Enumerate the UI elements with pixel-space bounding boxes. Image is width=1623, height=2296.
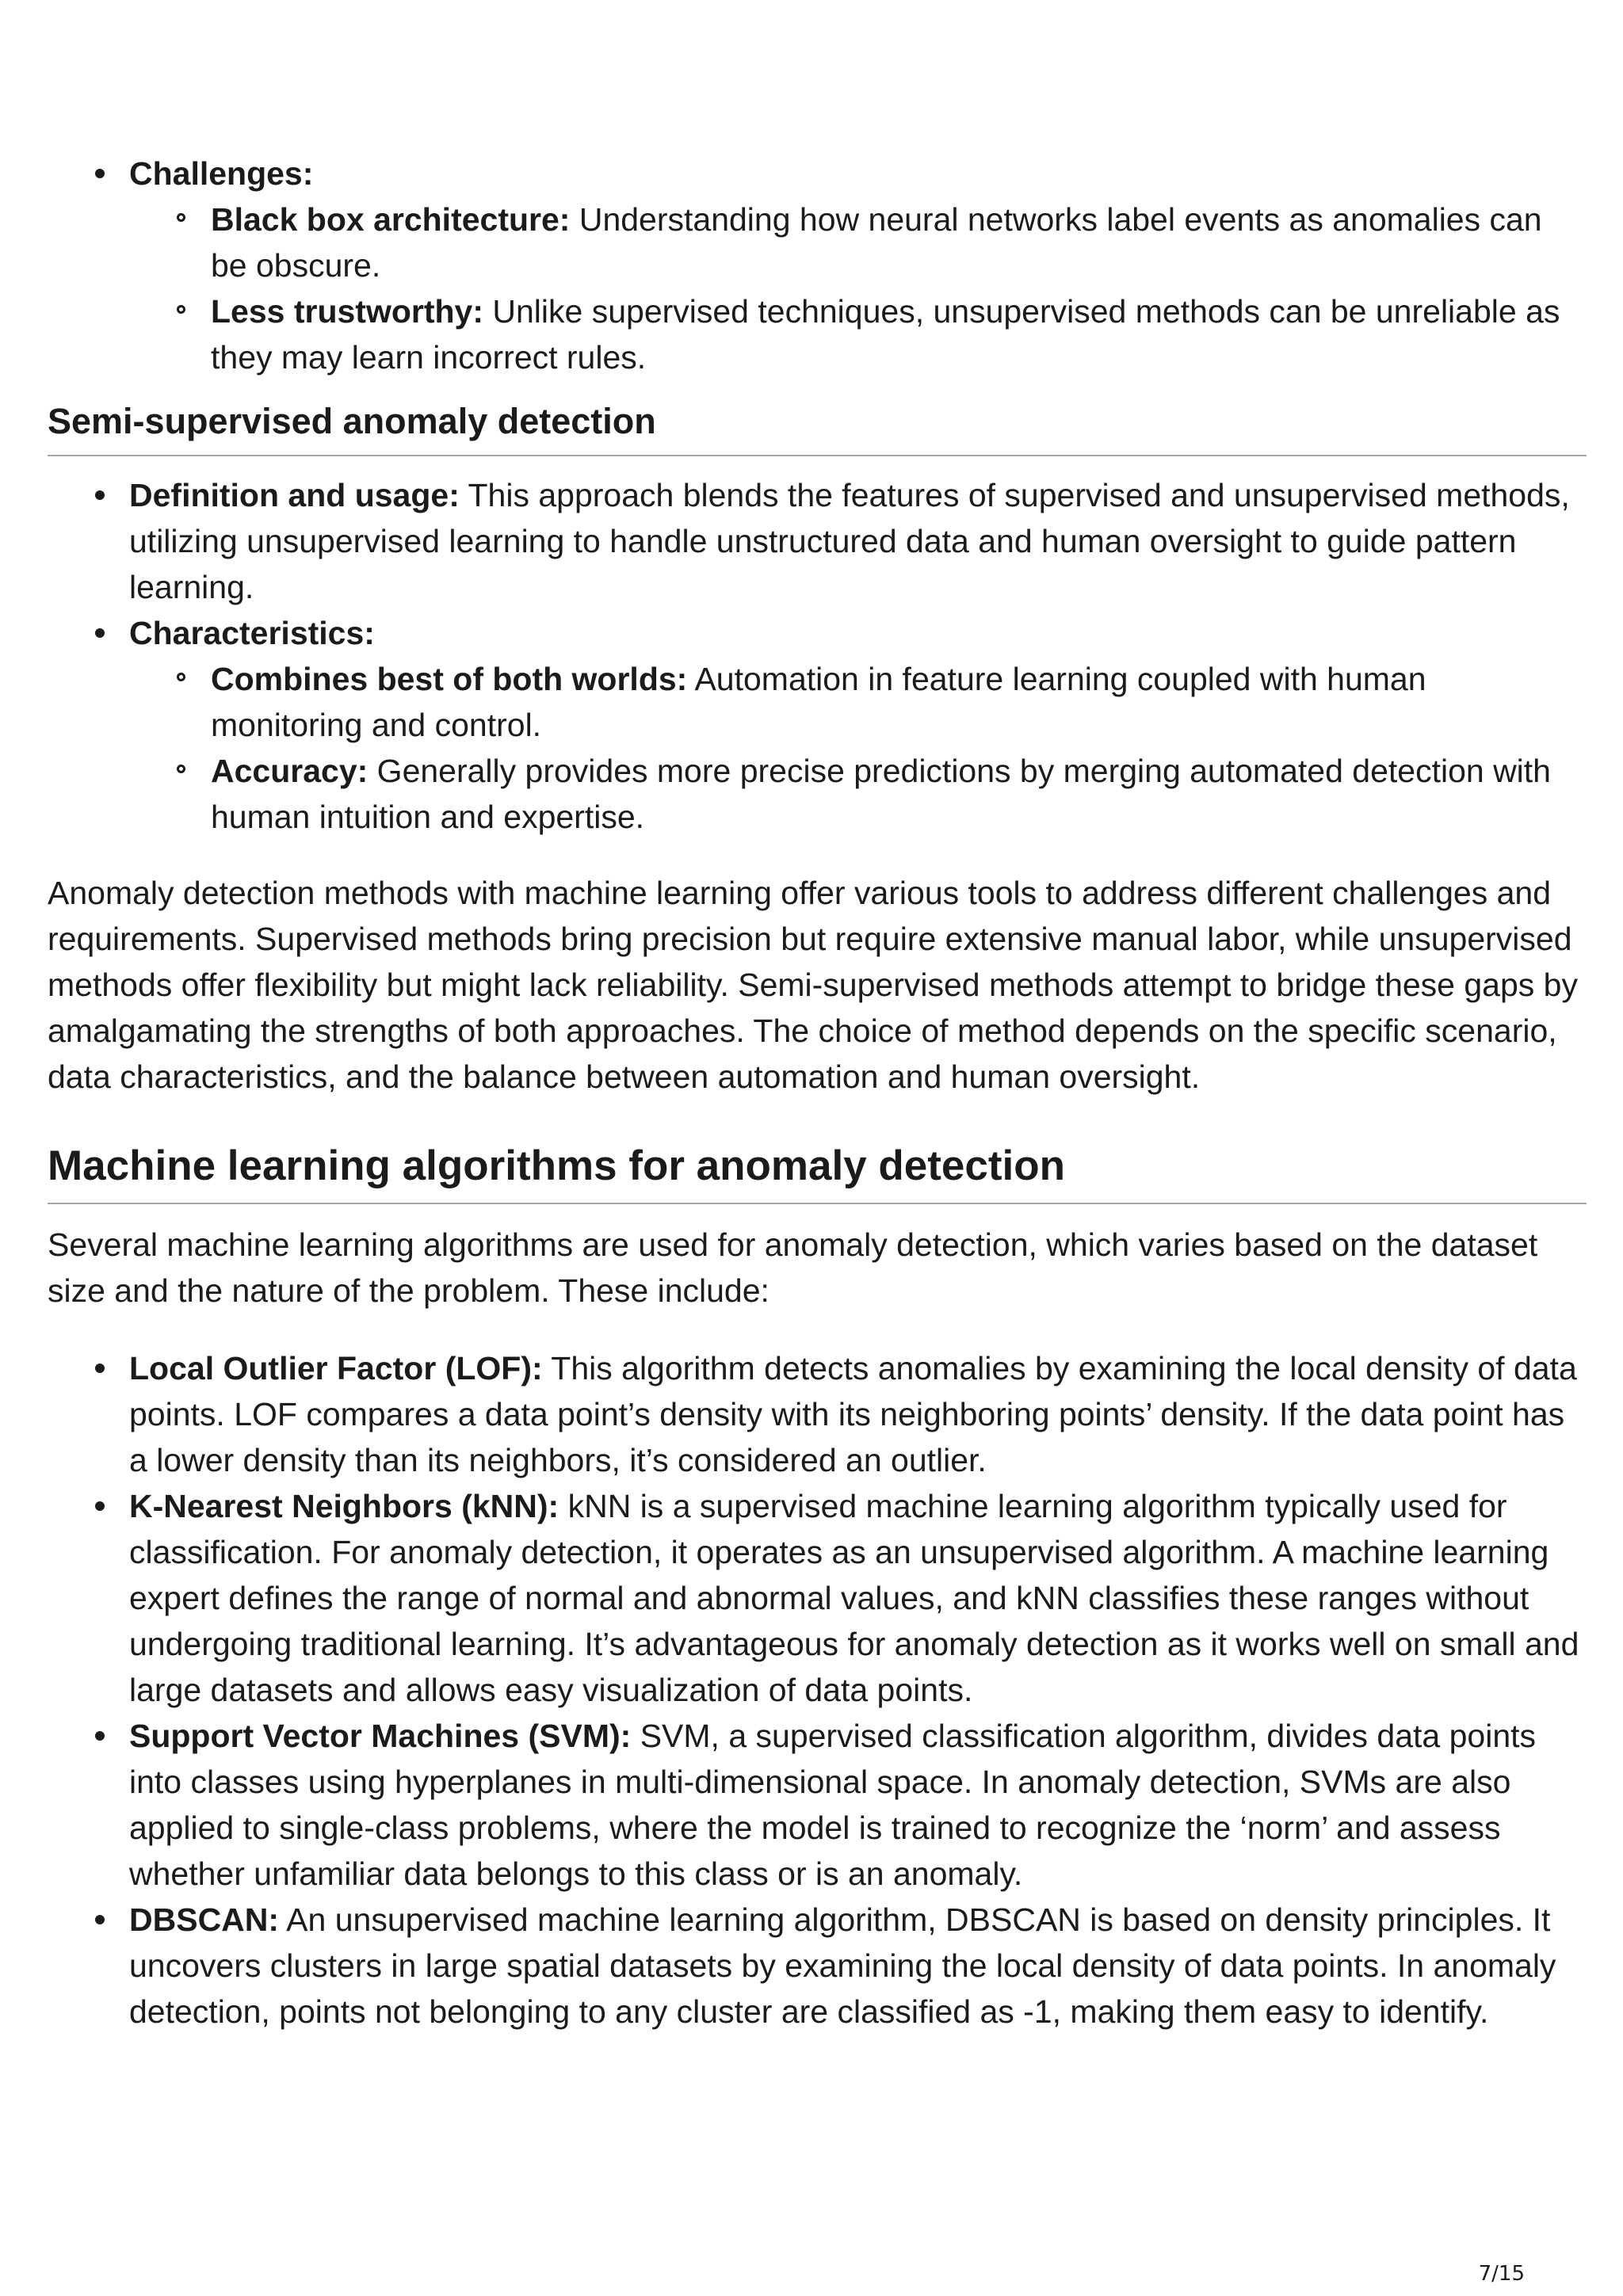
item-term: K-Nearest Neighbors (kNN):: [129, 1488, 559, 1524]
page-number: 7/15: [1478, 2262, 1525, 2286]
item-text: An unsupervised machine learning algorithm, DBSCAN is based on density principles. It uncovers clusters in large spatial datasets by examining the local density of data points. In anomaly detection, points not belonging to any cluster are classified as -1, making them easy to identify.: [129, 1901, 1556, 2030]
list-item-knn: [48, 1483, 1587, 1713]
list-item-challenges: [48, 151, 1587, 380]
challenges-sublist: [129, 196, 1587, 380]
item-term: Support Vector Machines (SVM):: [129, 1718, 632, 1754]
algorithms-intro: Several machine learning algorithms are used for anomaly detection, which varies based on the dataset size and the nature of the problem. These include:: [48, 1226, 1538, 1309]
item-term: DBSCAN:: [129, 1901, 280, 1938]
item-term: Less trustworthy:: [211, 293, 483, 330]
item-text: This algorithm detects anomalies by examining the local density of data points. LOF compares a data point’s density with its neighboring points’ density. If the data point has a lower density than its neighbors, it’s considered an outlier.: [129, 1350, 1577, 1478]
algorithms-list: [48, 1345, 1587, 2035]
list-item-definition: [48, 472, 1587, 610]
challenges-list: [48, 151, 1587, 380]
item-text: Automation in feature learning coupled with human monitoring and control.: [211, 661, 1426, 743]
list-item: [129, 288, 1587, 380]
item-term: Combines best of both worlds:: [211, 661, 688, 697]
item-text: kNN is a supervised machine learning algorithm typically used for classification. For anomaly detection, it operates as an unsupervised algorithm. A machine learning expert defines the range of normal and abnormal values, and kNN classifies these ranges without undergoing traditional learning. It’s advantageous for anomaly detection as it works well on small and large datasets and allows easy visualization of data points.: [129, 1488, 1579, 1708]
semi-supervised-heading: Semi-supervised anomaly detection: [48, 398, 1587, 456]
list-item: [129, 748, 1587, 840]
characteristics-label: Characteristics:: [129, 615, 375, 651]
challenges-label: Challenges:: [129, 155, 314, 192]
item-term: Accuracy:: [211, 753, 369, 789]
item-term: Definition and usage:: [129, 477, 460, 513]
item-text: Understanding how neural networks label events as anomalies can be obscure.: [211, 201, 1542, 284]
list-item-characteristics: [48, 610, 1587, 840]
item-term: Black box architecture:: [211, 201, 571, 238]
list-item: [129, 196, 1587, 288]
summary-paragraph: Anomaly detection methods with machine learning offer various tools to address different challenges and requirements. Supervised methods bring precision but require extensive manual labor, while unsupervised methods offer flexibility but might lack reliability. Semi-supervised methods attempt to bridge these gaps by amalgamating the strengths of both approaches. The choice of method depends on the specific scenario, data characteristics, and the balance between automation and human oversight.: [48, 875, 1578, 1095]
list-item-svm: [48, 1713, 1587, 1897]
item-text: Unlike supervised techniques, unsupervised methods can be unreliable as they may learn incorrect rules.: [211, 293, 1560, 376]
item-text: SVM, a supervised classification algorithm, divides data points into classes using hyperplanes in multi-dimensional space. In anomaly detection, SVMs are also applied to single-class problems, where the model is trained to recognize the ‘norm’ and assess whether unfamiliar data belongs to this class or is an anomaly.: [129, 1718, 1537, 1892]
item-text: Generally provides more precise predictions by merging automated detection with human intuition and expertise.: [211, 753, 1551, 835]
item-text: This approach blends the features of supervised and unsupervised methods, utilizing unsupervised learning to handle unstructured data and human oversight to guide pattern learning.: [129, 477, 1570, 605]
algorithms-heading: Machine learning algorithms for anomaly detection: [48, 1139, 1587, 1204]
list-item-dbscan: [48, 1897, 1587, 2035]
semi-supervised-list: [48, 472, 1587, 840]
characteristics-sublist: [129, 656, 1587, 840]
list-item: [129, 656, 1587, 748]
page-content: [48, 151, 1587, 2035]
item-term: Local Outlier Factor (LOF):: [129, 1350, 543, 1386]
list-item-lof: [48, 1345, 1587, 1483]
